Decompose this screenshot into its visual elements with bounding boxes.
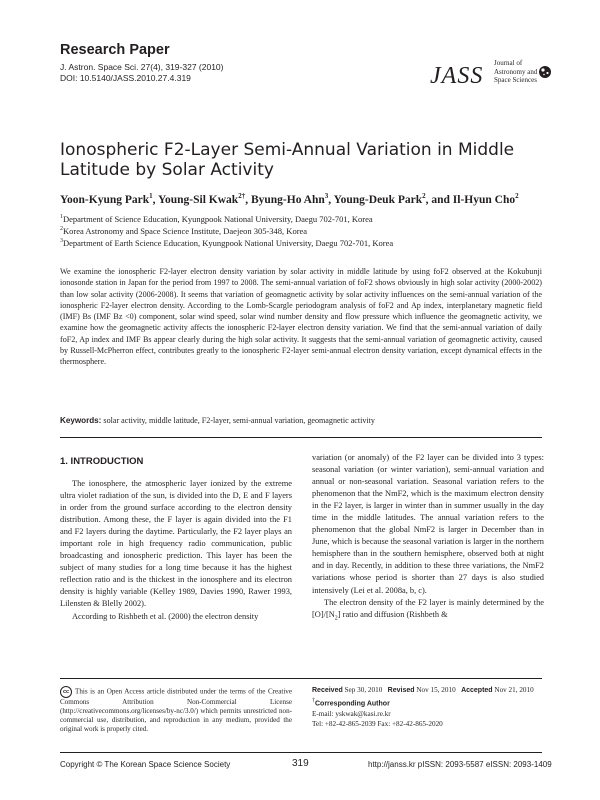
corresponding-email: E-mail: yskwak@kasi.re.kr (312, 710, 391, 719)
affiliation: $^1$Department of Science Education, Kyungpook National University, Daegu 702-701, Korea (60, 213, 373, 224)
journal-logo (430, 57, 560, 97)
article-info (312, 685, 552, 729)
body-paragraph: According to Rishbeth et al. (2000) the electron density (72, 611, 259, 621)
journal-url-issn: http://janss.kr pISSN: 2093-5587 eISSN: 2093-1409 (368, 760, 552, 769)
body-column-right (312, 452, 544, 624)
page-number: 319 (292, 758, 309, 769)
article-dates: Received Sep 30, 2010 Revised Nov 15, 2010 Accepted Nov 21, 2010 (312, 686, 534, 694)
footer-divider (60, 678, 542, 679)
author-name: Yoon-Kyung Park (60, 193, 150, 206)
page-footer-divider (60, 752, 542, 753)
planet-icon (536, 63, 554, 81)
author-name: Byung-Ho Ahn (250, 193, 325, 206)
license-text: This is an Open Access article distributed under the terms of the Creative Commons Attribution Non-Commercial License (http://creativecommons.org/licenses/by-nc/3.0/) which permits unrestricted non-commercial use, distribution, and reproduction in any medium, provided the original work is properly cited. (60, 687, 292, 733)
keywords-text: solar activity, middle latitude, F2-layer, semi-annual variation, geomagnetic activity (103, 416, 375, 425)
keywords (60, 416, 542, 425)
author-name: Young-Deuk Park (333, 193, 423, 206)
affiliation: $^3$Department of Earth Science Education, Kyungpook National University, Daegu 702-701, Korea (60, 237, 394, 248)
citation: J. Astron. Space Sci. 27(4), 319-327 (2010) (60, 62, 224, 72)
copyright: Copyright © The Korean Space Science Society (60, 760, 231, 769)
article-type: Research Paper (60, 42, 170, 58)
body-paragraph: The electron density of the F2 layer is mainly determined by the $[O]/[N_2]$ ratio and diffusion (Rishbeth & (312, 597, 544, 622)
doi: DOI: 10.5140/JASS.2010.27.4.319 (60, 73, 191, 83)
journal-logo-subtitle: Journal of Astronomy and Space Sciences (494, 59, 538, 84)
creative-commons-icon: cc (60, 686, 72, 698)
author-name: Il-Hyun Cho (452, 193, 516, 206)
abstract: We examine the ionospheric F2-layer electron density variation by solar activity in middle latitude by using foF2 observed at the Kokubunji ionosonde station in Japan for the period from 1997 to 2008. The semi-annual variation of foF2 shows obviously in high solar activity (2000-2002) than low solar activity (2006-2008). It seems that variation of geomagnetic activity by solar activity influences on the semi-annual variation of the ionospheric F2-layer electron density. According to the Lomb-Scargle periodogram analysis of foF2 and Ap index, interplanetary magnetic field (IMF) Bs (IMF Bz <0) component, solar wind speed, solar wind number density and flow pressure which influence the geomagnetic activity, we examine how the geomagnetic activity affects the ionospheric F2-layer electron density variation. We find that the semi-annual variation of daily foF2, Ap index and IMF Bs appear clearly during the high solar activity. It suggests that the semi-annual variation of geomagnetic activity, caused by Russell-McPherron effect, contributes greatly to the ionospheric F2-layer semi-annual electron density variation, except dynamical effects in the thermosphere. (60, 267, 542, 367)
journal-logo-word: JASS (430, 63, 484, 89)
section-divider (60, 437, 542, 438)
body-column-left (60, 478, 292, 623)
author-name: Young-Sil Kwak (157, 193, 239, 206)
corresponding-phone: Tel: +82-42-865-2039 Fax: +82-42-865-2020 (312, 720, 443, 729)
body-paragraph: variation (or anomaly) of the F2 layer can be divided into 3 types: seasonal variation (or winter variation), semi-annual variation and annual or non-seasonal variation. Seasonal variation refers to the phenomenon that the NmF2, which is the maximum electron density in the F2 layer, is larger in winter than in summer usually in the day time in the middle latitudes. The annual variation refers to the phenomenon that the global NmF2 is larger in December than in June, which is because the seasonal variation is larger in the northern hemisphere than in the southern hemisphere, observed both at night and in day. Recently, in addition to these three variations, the NmF2 variations whose period is shorter than 27 days is also studied intensively (Lei et al. 2008a, b, c). (312, 453, 544, 595)
keywords-label: Keywords: (60, 416, 102, 425)
author-list: Yoon-Kyung Park$^1$, Young-Sil Kwak$^{2\dagger}$, Byung-Ho Ahn$^3$, Young-Deuk Park$^2$, and Il-Hyun Cho$^2$ (60, 192, 519, 206)
corresponding-author-label: †Corresponding Author (312, 698, 390, 708)
body-paragraph: The ionosphere, the atmospheric layer ionized by the extreme ultra violet radiation of the sun, is divided into the D, E and F layers in order from the ground surface according to the electron density distribution. Among these, the F layer is again divided into the F1 and F2 layers during the daytime. Particularly, the F2 layer plays an important role in high frequency radio communication, public broadcasting and ionospheric prediction. This layer has been the subject of many studies for a long time because it has the highest reflection ratio and is the thickest in the ionosphere and its electron density is highly variable (Kelley 1989, Davies 1990, Rawer 1993, Lilensten & Blelly 2002). (60, 479, 292, 609)
license-note (60, 686, 292, 734)
paper-title: Ionospheric F2-Layer Semi-Annual Variation in Middle Latitude by Solar Activity (60, 140, 515, 180)
affiliation: $^2$Korea Astronomy and Space Science Institute, Daejeon 305-348, Korea (60, 225, 308, 236)
section-heading: 1. INTRODUCTION (60, 456, 144, 467)
